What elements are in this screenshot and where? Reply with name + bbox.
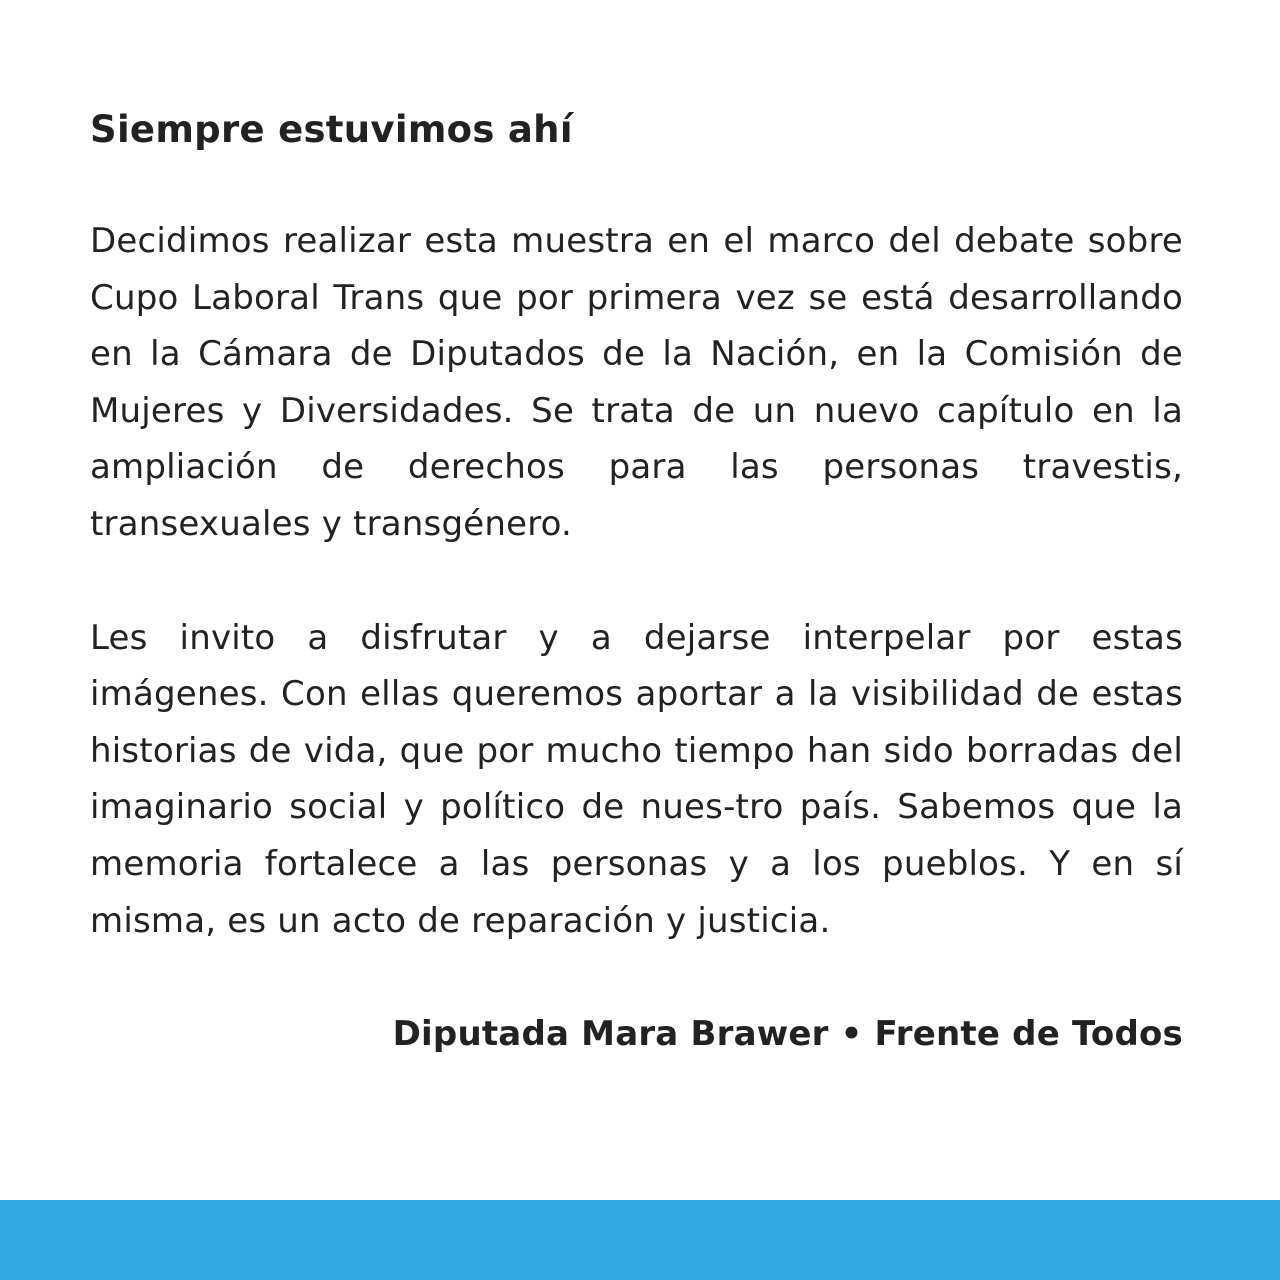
text-block	[90, 98, 1183, 1062]
signature: Diputada Mara Brawer • Frente de Todos	[392, 1014, 1183, 1055]
paragraph-intro: Decidimos realizar esta muestra en el marco del debate sobre Cupo Laboral Trans que por primera vez se está desarrollando en la Cámara de Diputados de la Nación, en la Comisión de Mujeres y Diversidades. Se trata de un nuevo capítulo en la ampliación de derechos para las personas travestis, transexuales y transgénero.	[90, 221, 1183, 544]
page-title: Siempre estuvimos ahí	[90, 108, 573, 151]
bottom-accent-bar	[0, 1200, 1280, 1280]
paragraph-invitation: Les invito a disfrutar y a dejarse interpelar por estas imágenes. Con ellas queremos aportar a la visibilidad de estas historias de vida, que por mucho tiempo han sido borradas del imaginario social y político de nues-tro país. Sabemos que la memoria fortalece a las personas y a los pueblos. Y en sí misma, es un acto de reparación y justicia.	[90, 617, 1183, 941]
